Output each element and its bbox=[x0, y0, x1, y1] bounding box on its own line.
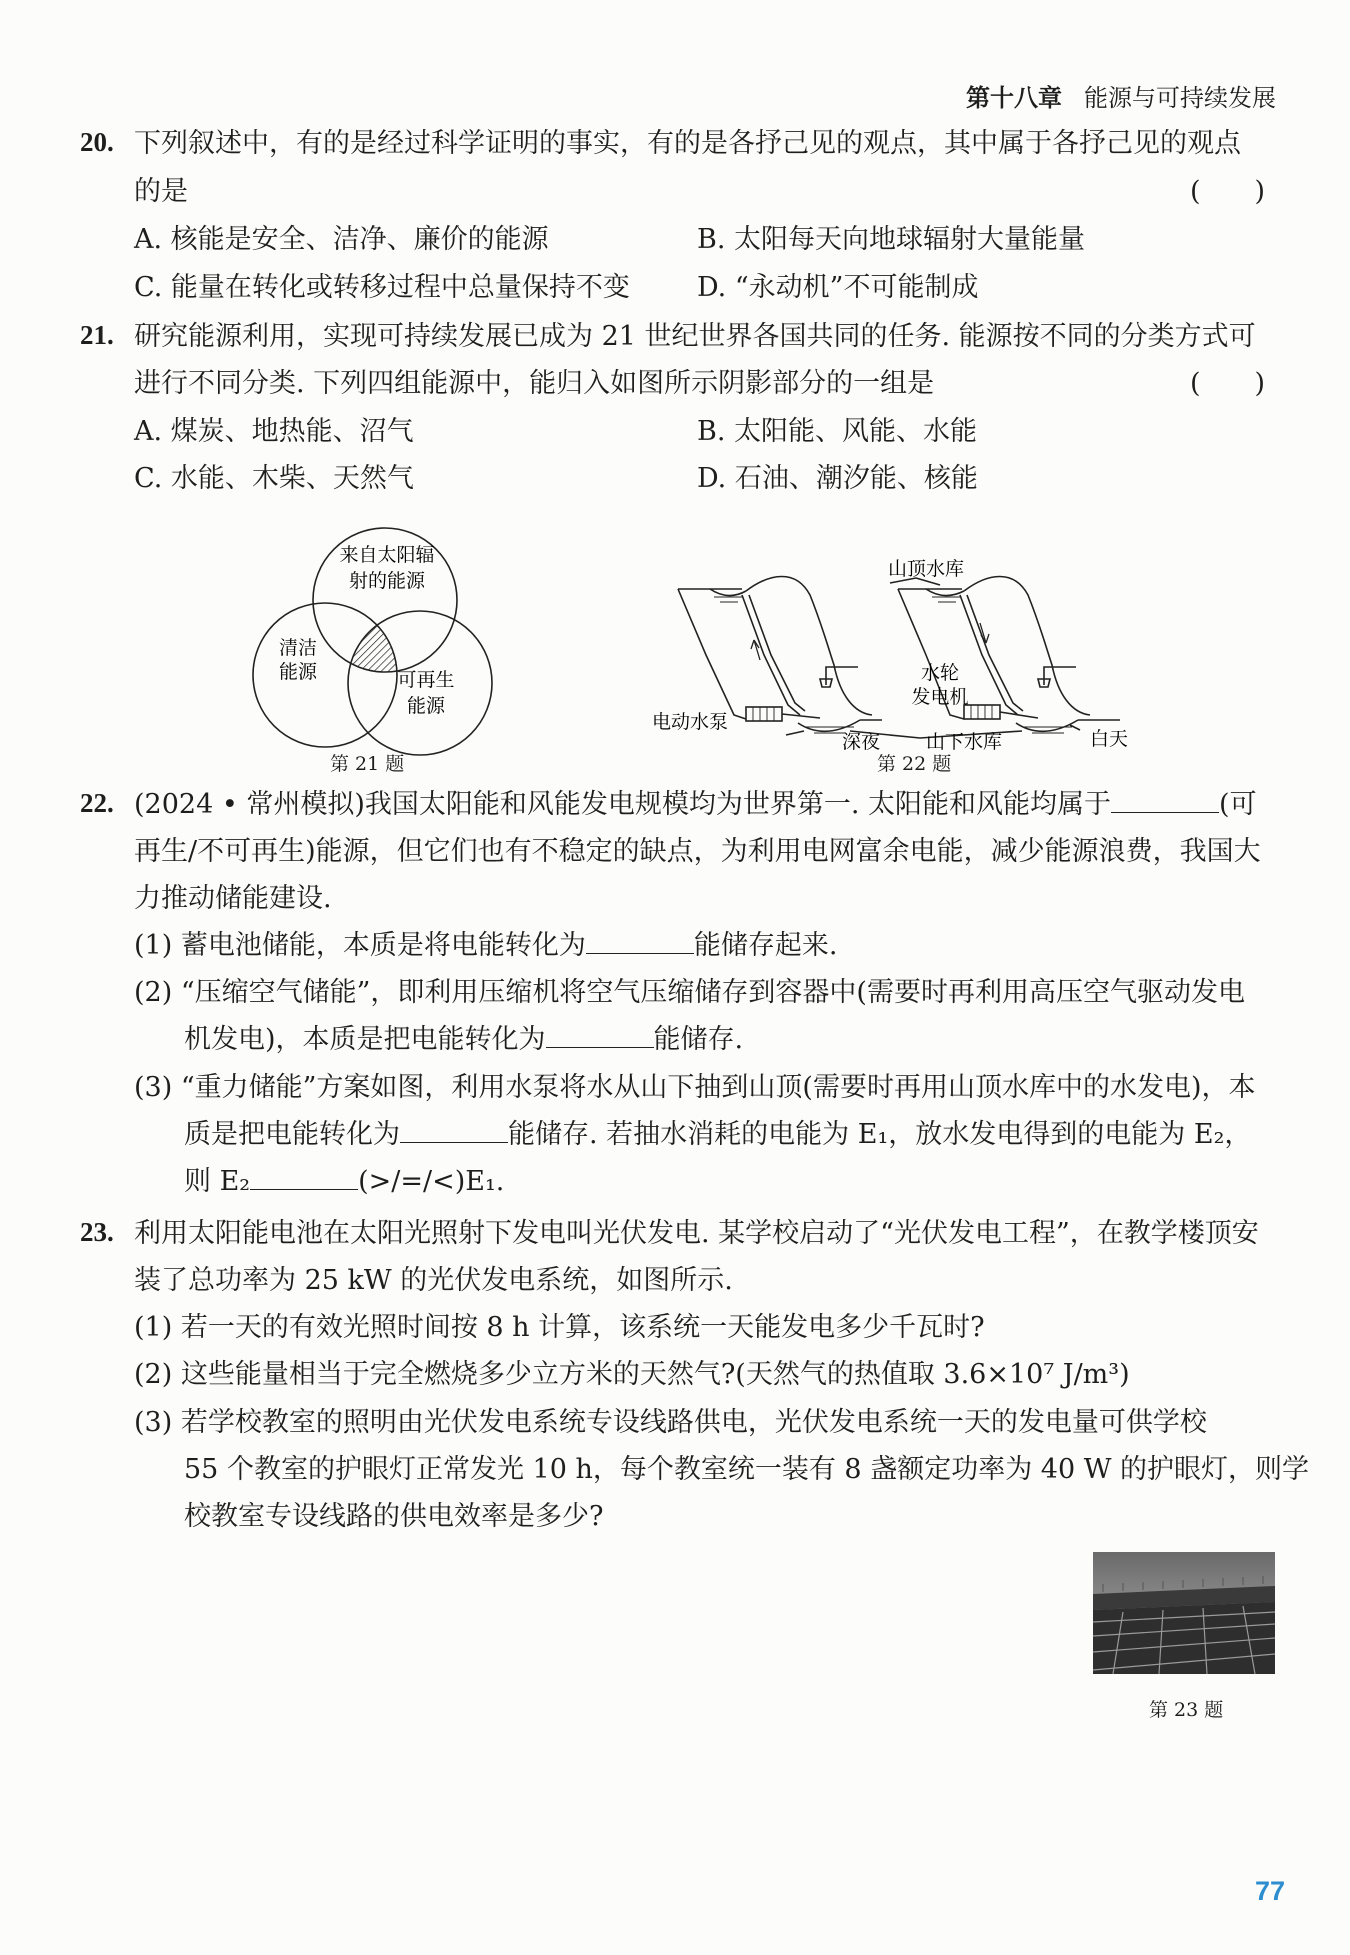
right-lower-reservoir bbox=[1016, 720, 1078, 731]
electric-pump bbox=[746, 707, 782, 721]
venn-label-solar-2: 射的能源 bbox=[348, 570, 426, 592]
chapter-title: 能源与可持续发展 bbox=[1084, 84, 1276, 112]
venn-label-solar-1: 来自太阳辐 bbox=[339, 544, 435, 566]
q21-number: 21. bbox=[80, 320, 114, 350]
q20-stem-line1: 下列叙述中，有的是经过科学证明的事实，有的是各抒己见的观点，其中属于各抒己见的观点 bbox=[134, 128, 1241, 159]
chapter-header bbox=[966, 78, 1276, 113]
q23-part2: (2) 这些能量相当于完全燃烧多少立方米的天然气?(天然气的热值取 3.6×10⁷ J/m³) bbox=[134, 1359, 1130, 1390]
q20-option-d: D. “永动机”不可能制成 bbox=[697, 272, 979, 303]
q20-option-c: C. 能量在转化或转移过程中总量保持不变 bbox=[134, 272, 630, 303]
q22-part3-tail: 能储存. 若抽水消耗的电能为 E₁，放水发电得到的电能为 E₂， bbox=[508, 1119, 1252, 1150]
q21-option-d: D. 石油、潮汐能、核能 bbox=[697, 463, 978, 494]
q23-part3-line1: (3) 若学校教室的照明由光伏发电系统专设线路供电，光伏发电系统一天的发电量可供学校 bbox=[134, 1407, 1207, 1438]
q21-option-a: A. 煤炭、地热能、沼气 bbox=[134, 416, 414, 447]
q22-part1 bbox=[134, 929, 837, 963]
q22-part1-tail: 能储存起来. bbox=[693, 930, 838, 961]
q22-part2-line2 bbox=[184, 1023, 743, 1057]
label-lower-reservoir: 山下水库 bbox=[926, 731, 1003, 753]
figure-21-caption: 第 21 题 bbox=[330, 753, 405, 775]
label-turbine-2: 发电机 bbox=[911, 686, 969, 708]
q22-part2-tail: 能储存. bbox=[653, 1024, 744, 1055]
water-turbine-generator bbox=[964, 705, 1000, 719]
pumped-storage-diagram bbox=[650, 555, 1180, 755]
venn-diagram bbox=[230, 525, 500, 780]
q20-number: 20. bbox=[80, 127, 114, 157]
q22-stem-line1-text: (2024 • 常州模拟)我国太阳能和风能发电规模均为世界第一. 太阳能和风能均属于 bbox=[134, 789, 1112, 820]
q21-stem-line2: 进行不同分类. 下列四组能源中，能归入如图所示阴影部分的一组是 bbox=[134, 368, 935, 399]
q20-answer-bracket: ( ) bbox=[1190, 176, 1266, 207]
label-night: 深夜 bbox=[842, 731, 881, 753]
left-lower-reservoir bbox=[798, 720, 860, 731]
q22-part3-e2: 则 E₂ bbox=[184, 1166, 251, 1197]
q22-blank-part1[interactable] bbox=[586, 931, 694, 954]
venn-label-renewable-2: 能源 bbox=[406, 695, 446, 717]
q22-stem-line1 bbox=[134, 788, 1257, 822]
q22-number: 22. bbox=[80, 788, 114, 818]
page-number: 77 bbox=[1255, 1876, 1286, 1906]
q23-part3-line3: 校教室专设线路的供电效率是多少? bbox=[184, 1501, 604, 1532]
q22-part3-line1: (3) “重力储能”方案如图，利用水泵将水从山下抽到山顶(需要时再用山顶水库中的水发电)，本 bbox=[134, 1072, 1256, 1103]
venn-circle-clean bbox=[253, 603, 397, 747]
q20-option-b: B. 太阳每天向地球辐射大量能量 bbox=[697, 224, 1086, 255]
solar-panel-photo bbox=[1093, 1552, 1275, 1674]
venn-label-renewable-1: 可再生 bbox=[397, 669, 455, 691]
q23-number: 23. bbox=[80, 1217, 114, 1247]
q22-part2-text: 机发电)，本质是把电能转化为 bbox=[184, 1024, 546, 1055]
q23-stem-line1: 利用太阳能电池在太阳光照射下发电叫光伏发电. 某学校启动了“光伏发电工程”，在教学楼顶安 bbox=[134, 1218, 1259, 1249]
q23-part1: (1) 若一天的有效光照时间按 8 h 计算，该系统一天能发电多少千瓦时? bbox=[134, 1312, 985, 1343]
q22-part2-line1: (2) “压缩空气储能”，即利用压缩机将空气压缩储存到容器中(需要时再利用高压空气驱动发电 bbox=[134, 977, 1245, 1008]
q20-stem-line2: 的是 bbox=[134, 176, 188, 207]
figure-22-caption: 第 22 题 bbox=[877, 753, 952, 775]
q20-option-a: A. 核能是安全、洁净、廉价的能源 bbox=[134, 224, 549, 255]
venn-label-clean-1: 清洁 bbox=[278, 637, 318, 659]
left-upper-reservoir bbox=[710, 589, 746, 596]
q22-stem-line1-tail: (可 bbox=[1219, 789, 1257, 820]
q22-blank-part3[interactable] bbox=[400, 1120, 508, 1143]
q22-part3-text: 质是把电能转化为 bbox=[184, 1119, 400, 1150]
label-electric-pump: 电动水泵 bbox=[652, 711, 729, 733]
q21-answer-bracket: ( ) bbox=[1190, 368, 1266, 399]
left-mountain-base bbox=[678, 589, 746, 719]
q22-part1-text: (1) 蓄电池储能，本质是将电能转化为 bbox=[134, 930, 586, 961]
q22-part3-compare: (>/=/<)E₁. bbox=[358, 1166, 505, 1197]
q22-part3-line2 bbox=[184, 1118, 1251, 1152]
q23-part3-line2: 55 个教室的护眼灯正常发光 10 h，每个教室统一装有 8 盏额定功率为 40 W 的护眼灯，则学 bbox=[184, 1454, 1310, 1485]
q23-stem-line2: 装了总功率为 25 kW 的光伏发电系统，如图所示. bbox=[134, 1265, 733, 1296]
label-day: 白天 bbox=[1090, 728, 1129, 750]
q21-option-b: B. 太阳能、风能、水能 bbox=[697, 416, 978, 447]
q22-blank-renewable[interactable] bbox=[1111, 790, 1219, 813]
figure-23-caption: 第 23 题 bbox=[1149, 1699, 1224, 1721]
q21-stem-line1: 研究能源利用，实现可持续发展已成为 21 世纪世界各国共同的任务. 能源按不同的分类方式可 bbox=[134, 321, 1256, 352]
venn-label-clean-2: 能源 bbox=[278, 661, 318, 683]
chapter-number: 第十八章 bbox=[966, 83, 1062, 112]
left-mountain-outline bbox=[746, 577, 872, 716]
q22-stem-line3: 力推动储能建设. bbox=[134, 883, 332, 914]
q22-stem-line2: 再生/不可再生)能源，但它们也有不稳定的缺点，为利用电网富余电能，减少能源浪费，我国大 bbox=[134, 836, 1261, 867]
q22-blank-part2[interactable] bbox=[546, 1025, 654, 1048]
q22-part3-line3 bbox=[184, 1165, 504, 1199]
label-turbine-1: 水轮 bbox=[920, 662, 960, 684]
label-upper-reservoir: 山顶水库 bbox=[888, 558, 965, 580]
q21-option-c: C. 水能、木柴、天然气 bbox=[134, 463, 414, 494]
q22-blank-compare[interactable] bbox=[250, 1167, 358, 1190]
